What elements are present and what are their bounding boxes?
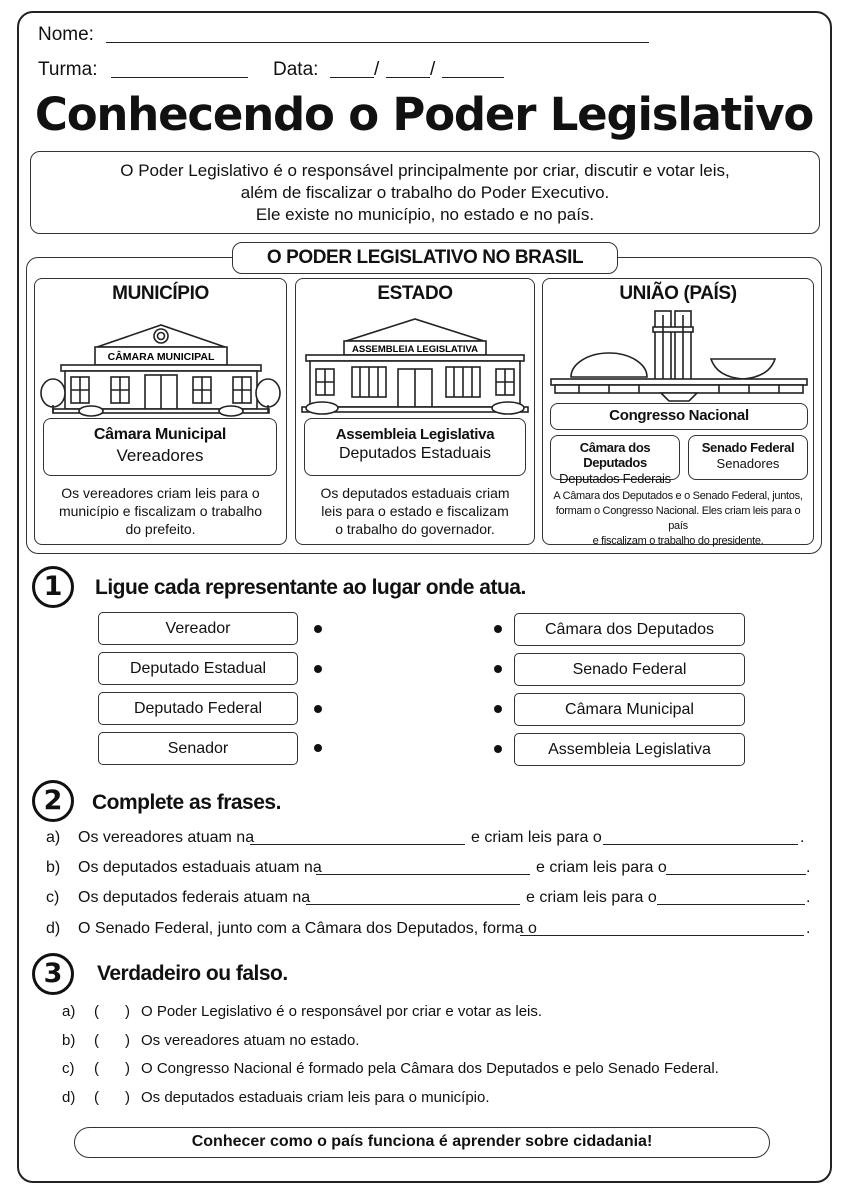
match-dot[interactable] — [494, 665, 502, 673]
estado-card — [295, 278, 535, 545]
senado-federal-title: Senado Federal — [701, 440, 795, 455]
match-left-senador[interactable]: Senador — [98, 732, 298, 765]
statement-text: O Congresso Nacional é formado pela Câmara dos Deputados e pelo Senado Federal. — [141, 1060, 719, 1077]
congresso-nacional-box: Congresso Nacional — [550, 403, 808, 430]
item-letter: c) — [46, 889, 60, 906]
city-hall-sign: CÂMARA MUNICIPAL — [107, 351, 215, 363]
senadores-label: Senadores — [716, 456, 780, 471]
paren-close[interactable]: ) — [125, 1003, 130, 1020]
sentence-end: . — [806, 889, 811, 906]
uniao-title: UNIÃO (PAÍS) — [619, 283, 737, 304]
sentence-text: O Senado Federal, junto com a Câmara dos Deputados, forma o — [78, 920, 537, 937]
blank-field[interactable] — [520, 935, 804, 936]
match-left-deputado-estadual[interactable]: Deputado Estadual — [98, 652, 298, 685]
statement-text: Os vereadores atuam no estado. — [141, 1032, 360, 1049]
assembly-sign: ASSEMBLEIA LEGISLATIVA — [352, 344, 478, 355]
assembleia-title: Assembleia Legislativa — [335, 426, 495, 443]
match-right-assembleia[interactable]: Assembleia Legislativa — [514, 733, 745, 766]
blank-field[interactable] — [657, 904, 805, 905]
match-right-camara-deputados[interactable]: Câmara dos Deputados — [514, 613, 745, 646]
blank-field[interactable] — [306, 904, 520, 905]
blank-field[interactable] — [316, 874, 530, 875]
question-3-title: Verdadeiro ou falso. — [97, 962, 288, 985]
intro-box — [30, 151, 820, 234]
class-field[interactable] — [111, 77, 248, 78]
camara-deputados-box — [550, 435, 680, 486]
paren-close[interactable]: ) — [125, 1032, 130, 1049]
senado-federal-box — [688, 435, 808, 480]
date-separator: / — [374, 59, 380, 80]
page-title: Conhecendo o Poder Legislativo — [34, 88, 814, 141]
footer-banner: Conhecer como o país funciona é aprender sobre cidadania! — [74, 1127, 770, 1158]
uniao-card — [542, 278, 814, 545]
estado-description — [302, 484, 528, 538]
uniao-description — [549, 489, 807, 549]
desc-line: formam o Congresso Nacional. Eles criam leis para o país — [555, 505, 801, 532]
blank-field[interactable] — [603, 844, 798, 845]
item-letter: b) — [62, 1032, 76, 1049]
date-year-field[interactable] — [442, 77, 504, 78]
desc-line: o trabalho do governador. — [335, 521, 495, 537]
match-dot[interactable] — [314, 625, 322, 633]
paren-close[interactable]: ) — [125, 1060, 130, 1077]
name-label: Nome: — [38, 24, 94, 45]
statement-text: O Poder Legislativo é o responsável por criar e votar as leis. — [141, 1003, 543, 1020]
municipio-title: MUNICÍPIO — [112, 283, 209, 304]
municipio-description — [41, 484, 280, 538]
brasil-heading: O PODER LEGISLATIVO NO BRASIL — [232, 242, 618, 274]
question-3-number: 3 — [32, 953, 74, 995]
assembly-building-icon — [300, 307, 530, 417]
item-letter: d) — [46, 920, 61, 937]
match-dot[interactable] — [314, 665, 322, 673]
paren-open[interactable]: ( — [94, 1089, 99, 1106]
sentence-text: e criam leis para o — [471, 829, 602, 846]
match-right-senado-federal[interactable]: Senado Federal — [514, 653, 745, 686]
question-2-number: 2 — [32, 780, 74, 822]
sentence-text: Os deputados federais atuam na — [78, 889, 311, 906]
item-letter: c) — [62, 1060, 75, 1077]
class-label: Turma: — [38, 59, 98, 80]
sentence-end: . — [806, 920, 811, 937]
vereadores-label: Vereadores — [116, 446, 204, 465]
sentence-end: . — [806, 859, 811, 876]
match-dot[interactable] — [494, 705, 502, 713]
statement-text: Os deputados estaduais criam leis para o município. — [141, 1089, 490, 1106]
date-separator: / — [430, 59, 436, 80]
date-day-field[interactable] — [330, 77, 374, 78]
paren-open[interactable]: ( — [94, 1060, 99, 1077]
desc-line: A Câmara dos Deputados e o Senado Federal, juntos, — [553, 490, 803, 502]
sentence-text: e criam leis para o — [536, 859, 667, 876]
estado-title: ESTADO — [377, 283, 453, 304]
match-dot[interactable] — [314, 705, 322, 713]
intro-line: O Poder Legislativo é o responsável principalmente por criar, discutir e votar leis, — [120, 161, 730, 180]
question-2-title: Complete as frases. — [92, 791, 281, 814]
assembleia-box — [304, 418, 526, 476]
city-hall-icon — [39, 307, 283, 417]
item-letter: a) — [46, 829, 61, 846]
camara-deputados-title: Câmara dos Deputados — [579, 440, 651, 470]
sentence-text: Os vereadores atuam na — [78, 829, 255, 846]
name-field[interactable] — [106, 42, 649, 43]
match-left-deputado-federal[interactable]: Deputado Federal — [98, 692, 298, 725]
match-right-camara-municipal[interactable]: Câmara Municipal — [514, 693, 745, 726]
question-1-number: 1 — [32, 566, 74, 608]
item-letter: a) — [62, 1003, 76, 1020]
desc-line: e fiscalizam o trabalho do presidente. — [592, 535, 764, 547]
sentence-text: Os deputados estaduais atuam na — [78, 859, 322, 876]
item-letter: d) — [62, 1089, 76, 1106]
desc-line: Os deputados estaduais criam — [320, 485, 510, 501]
camara-municipal-box — [43, 418, 277, 476]
intro-line: Ele existe no município, no estado e no país. — [255, 205, 595, 224]
question-1-title: Ligue cada representante ao lugar onde atua. — [95, 576, 526, 599]
sentence-text: e criam leis para o — [526, 889, 657, 906]
blank-field[interactable] — [666, 874, 806, 875]
sentence-end: . — [800, 829, 805, 846]
deputados-estaduais-label: Deputados Estaduais — [338, 445, 492, 462]
paren-close[interactable]: ) — [125, 1089, 130, 1106]
paren-open[interactable]: ( — [94, 1032, 99, 1049]
camara-municipal-title: Câmara Municipal — [93, 426, 227, 443]
item-letter: b) — [46, 859, 61, 876]
desc-line: Os vereadores criam leis para o — [61, 485, 260, 501]
date-month-field[interactable] — [386, 77, 430, 78]
national-congress-icon — [549, 305, 809, 403]
blank-field[interactable] — [250, 844, 465, 845]
match-left-vereador[interactable]: Vereador — [98, 612, 298, 645]
desc-line: do prefeito. — [125, 521, 196, 537]
deputados-federais-label: Deputados Federais — [559, 471, 671, 486]
match-dot[interactable] — [494, 745, 502, 753]
match-dot[interactable] — [314, 744, 322, 752]
desc-line: município e fiscalizam o trabalho — [58, 503, 263, 519]
match-dot[interactable] — [494, 625, 502, 633]
municipio-card — [34, 278, 287, 545]
desc-line: leis para o estado e fiscalizam — [321, 503, 509, 519]
intro-line: além de fiscalizar o trabalho do Poder Executivo. — [240, 183, 610, 202]
paren-open[interactable]: ( — [94, 1003, 99, 1020]
date-label: Data: — [273, 59, 319, 80]
